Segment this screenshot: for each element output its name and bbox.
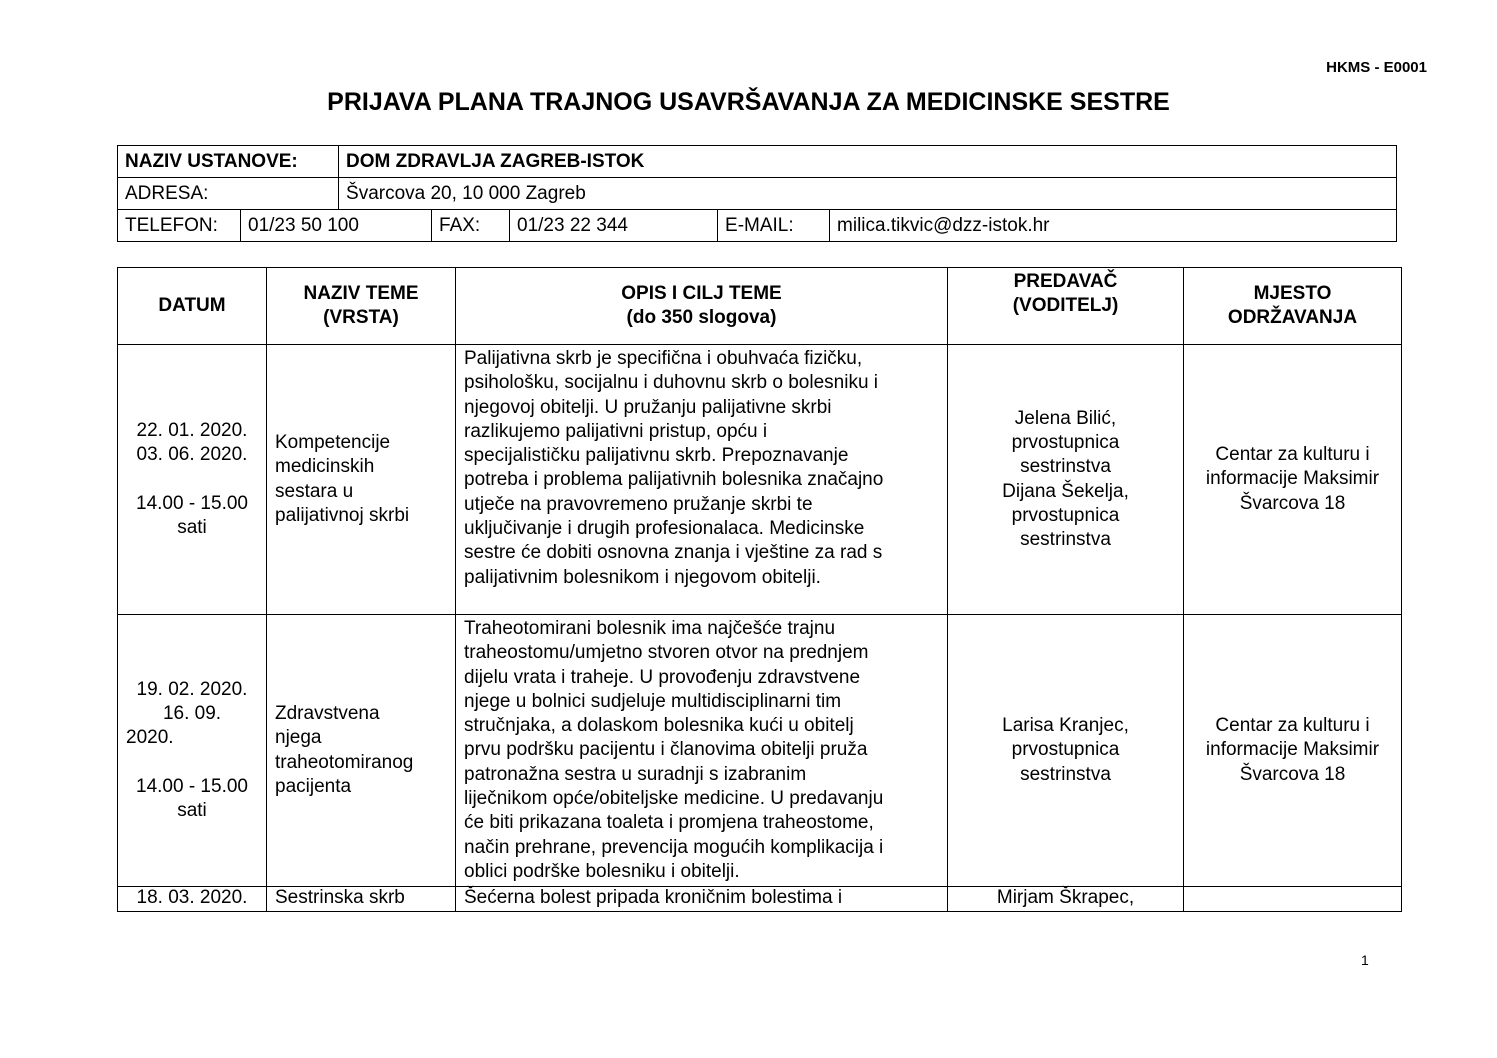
date-cell: 18. 03. 2020. bbox=[118, 887, 267, 912]
date-cell: 19. 02. 2020. 16. 09. 2020. 14.00 - 15.00 sati bbox=[118, 615, 267, 887]
topic-cell: Sestrinska skrb bbox=[267, 887, 456, 912]
date-cell: 22. 01. 2020. 03. 06. 2020. 14.00 - 15.00 sati bbox=[118, 345, 267, 615]
email-value: milica.tikvic@dzz-istok.hr bbox=[830, 210, 1397, 242]
institution-contact-row bbox=[118, 210, 1397, 242]
address-value: Švarcova 20, 10 000 Zagreb bbox=[339, 178, 1397, 210]
form-code: HKMS - E0001 bbox=[1326, 59, 1427, 76]
header-lecturer: PREDAVAČ (VODITELJ) bbox=[948, 268, 1184, 345]
description-cell: Palijativna skrb je specifična i obuhvaća fizičku, psihološku, socijalnu i duhovnu skrb o bolesniku i njegovoj obitelji. U pružanju palijativne skrbi razlikujemo palijativni pristup, opću i specijalističku palijativnu skrb. Prepoznavanje potreba i problema palijativnih bolesnika značajno utječe na pravovremeno pružanje skrbi te uključivanje i drugih profesionalaca. Medicinske sestre će dobiti osnovna znanja i vještine za rad s palijativnim bolesnikom i njegovom obitelji. bbox=[456, 345, 948, 615]
page-number: 1 bbox=[1361, 952, 1369, 968]
lecturer-cell: Jelena Bilić, prvostupnica sestrinstva Dijana Šekelja, prvostupnica sestrinstva bbox=[948, 345, 1184, 615]
page-title: PRIJAVA PLANA TRAJNOG USAVRŠAVANJA ZA MEDICINSKE SESTRE bbox=[327, 88, 1170, 116]
table-row bbox=[118, 615, 1402, 887]
table-row bbox=[118, 887, 1402, 912]
topic-cell: Kompetencije medicinskih sestara u palijativnoj skrbi bbox=[267, 345, 456, 615]
place-cell: Centar za kulturu i informacije Maksimir Švarcova 18 bbox=[1184, 345, 1402, 615]
email-label: E-MAIL: bbox=[718, 210, 830, 242]
lecturer-cell: Larisa Kranjec, prvostupnica sestrinstva bbox=[948, 615, 1184, 887]
institution-name-label: NAZIV USTANOVE: bbox=[118, 146, 339, 178]
table-row bbox=[118, 345, 1402, 615]
header-date: DATUM bbox=[118, 268, 267, 345]
description-cell: Šećerna bolest pripada kroničnim bolestima i bbox=[456, 887, 948, 912]
institution-name-row bbox=[118, 146, 1397, 178]
phone-label: TELEFON: bbox=[118, 210, 241, 242]
schedule-header-row bbox=[118, 268, 1402, 345]
header-topic: NAZIV TEME (VRSTA) bbox=[267, 268, 456, 345]
description-cell: Traheotomirani bolesnik ima najčešće trajnu traheostomu/umjetno stvoren otvor na prednjem dijelu vrata i traheje. U provođenju zdravstvene njege u bolnici sudjeluje multidisciplinarni tim stručnjaka, a dolaskom bolesnika kući u obitelj prvu podršku pacijentu i članovima obitelji pruža patronažna sestra u suradnji s izabranim liječnikom opće/obiteljske medicine. U predavanju će biti prikazana toaleta i promjena traheostome, način prehrane, prevencija mogućih komplikacija i oblici podrške bolesniku i obitelji. bbox=[456, 615, 948, 887]
topic-cell: Zdravstvena njega traheotomiranog pacijenta bbox=[267, 615, 456, 887]
place-cell bbox=[1184, 887, 1402, 912]
lecturer-cell: Mirjam Škrapec, bbox=[948, 887, 1184, 912]
place-cell: Centar za kulturu i informacije Maksimir Švarcova 18 bbox=[1184, 615, 1402, 887]
header-place: MJESTO ODRŽAVANJA bbox=[1184, 268, 1402, 345]
fax-label: FAX: bbox=[432, 210, 510, 242]
address-label: ADRESA: bbox=[118, 178, 339, 210]
schedule-table bbox=[117, 267, 1402, 912]
fax-value: 01/23 22 344 bbox=[510, 210, 718, 242]
institution-info-table bbox=[117, 145, 1397, 242]
institution-address-row bbox=[118, 178, 1397, 210]
header-description: OPIS I CILJ TEME (do 350 slogova) bbox=[456, 268, 948, 345]
phone-value: 01/23 50 100 bbox=[241, 210, 432, 242]
institution-name-value: DOM ZDRAVLJA ZAGREB-ISTOK bbox=[339, 146, 1397, 178]
